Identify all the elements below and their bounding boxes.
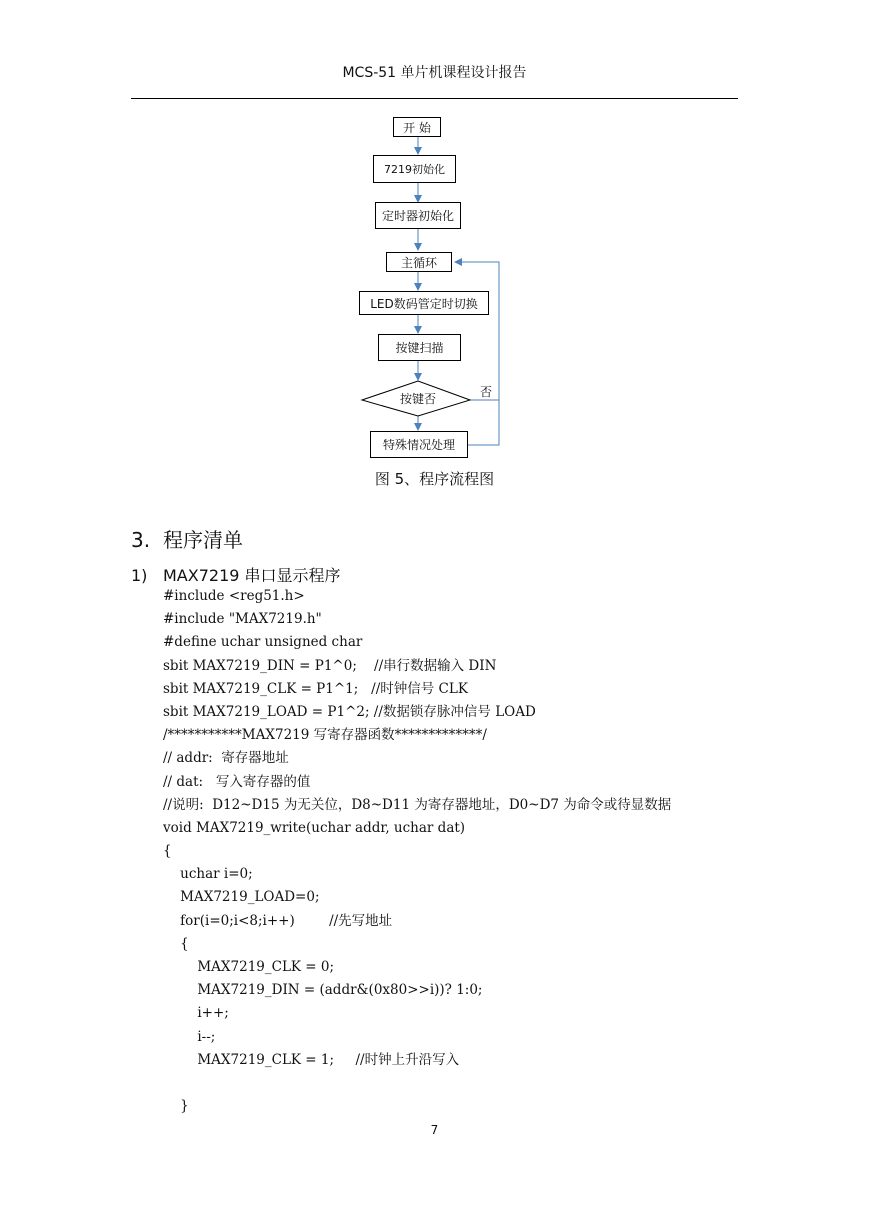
flow-node-start: 开 始: [393, 117, 441, 137]
code-line: MAX7219_CLK = 0;: [163, 959, 335, 975]
code-line: }: [163, 1098, 189, 1115]
code-line: #include <reg51.h>: [163, 588, 305, 604]
code-line: {: [163, 935, 189, 952]
code-line: MAX7219_DIN = (addr&(0x80>>i))? 1:0;: [163, 982, 483, 999]
code-line: MAX7219_CLK = 1; //时钟上升沿写入: [163, 1051, 460, 1068]
code-line: void MAX7219_write(uchar addr, uchar dat): [163, 819, 466, 836]
code-line: uchar i=0;: [163, 866, 253, 883]
code-line: sbit MAX7219_CLK = P1^1; //时钟信号 CLK: [163, 680, 468, 697]
subsection-heading: [131, 563, 341, 586]
code-line: sbit MAX7219_DIN = P1^0; //串行数据输入 DIN: [163, 657, 497, 674]
code-line: i--;: [163, 1028, 216, 1045]
code-line: {: [163, 843, 172, 860]
code-line: for(i=0;i<8;i++) //先写地址: [163, 912, 393, 929]
flowchart: [350, 110, 510, 460]
flow-label-no: 否: [480, 385, 493, 399]
flow-node-main-loop: 主循环: [386, 252, 452, 272]
flow-node-led-switch: LED数码管定时切换: [359, 291, 489, 315]
flow-node-key-pressed: 按键否: [399, 392, 436, 406]
code-line: [163, 1072, 671, 1095]
code-line: #include "MAX7219.h": [163, 611, 322, 628]
section-heading: [131, 524, 243, 553]
figure-caption: 图 5、程序流程图: [374, 470, 495, 488]
code-line: // dat: 写入寄存器的值: [163, 773, 311, 790]
subsection-title: MAX7219 串口显示程序: [163, 566, 341, 585]
code-line: sbit MAX7219_LOAD = P1^2; //数据锁存脉冲信号 LOAD: [163, 703, 536, 720]
code-line: //说明: D12~D15 为无关位，D8~D11 为寄存器地址，D0~D7 为命令或待显数据: [163, 796, 672, 813]
flow-node-special: 特殊情况处理: [370, 431, 468, 458]
code-line: // addr: 寄存器地址: [163, 750, 289, 767]
header-divider: [131, 98, 738, 99]
page-header: MCS-51 单片机课程设计报告: [342, 65, 527, 81]
code-line: /***********MAX7219 写寄存器函数*************/: [163, 727, 487, 744]
flow-node-timer-init: 定时器初始化: [375, 202, 461, 229]
subsection-number: 1): [131, 566, 148, 585]
flow-node-7219-init: 7219初始化: [373, 155, 456, 183]
code-line: #define uchar unsigned char: [163, 634, 363, 651]
page-number: 7: [430, 1123, 439, 1137]
section-title: 程序清单: [163, 528, 243, 552]
section-number: 3.: [131, 528, 151, 552]
flow-node-key-scan: 按键扫描: [378, 334, 461, 361]
code-line: MAX7219_LOAD=0;: [163, 889, 320, 906]
code-listing: [163, 585, 671, 1118]
code-line: i++;: [163, 1005, 229, 1022]
